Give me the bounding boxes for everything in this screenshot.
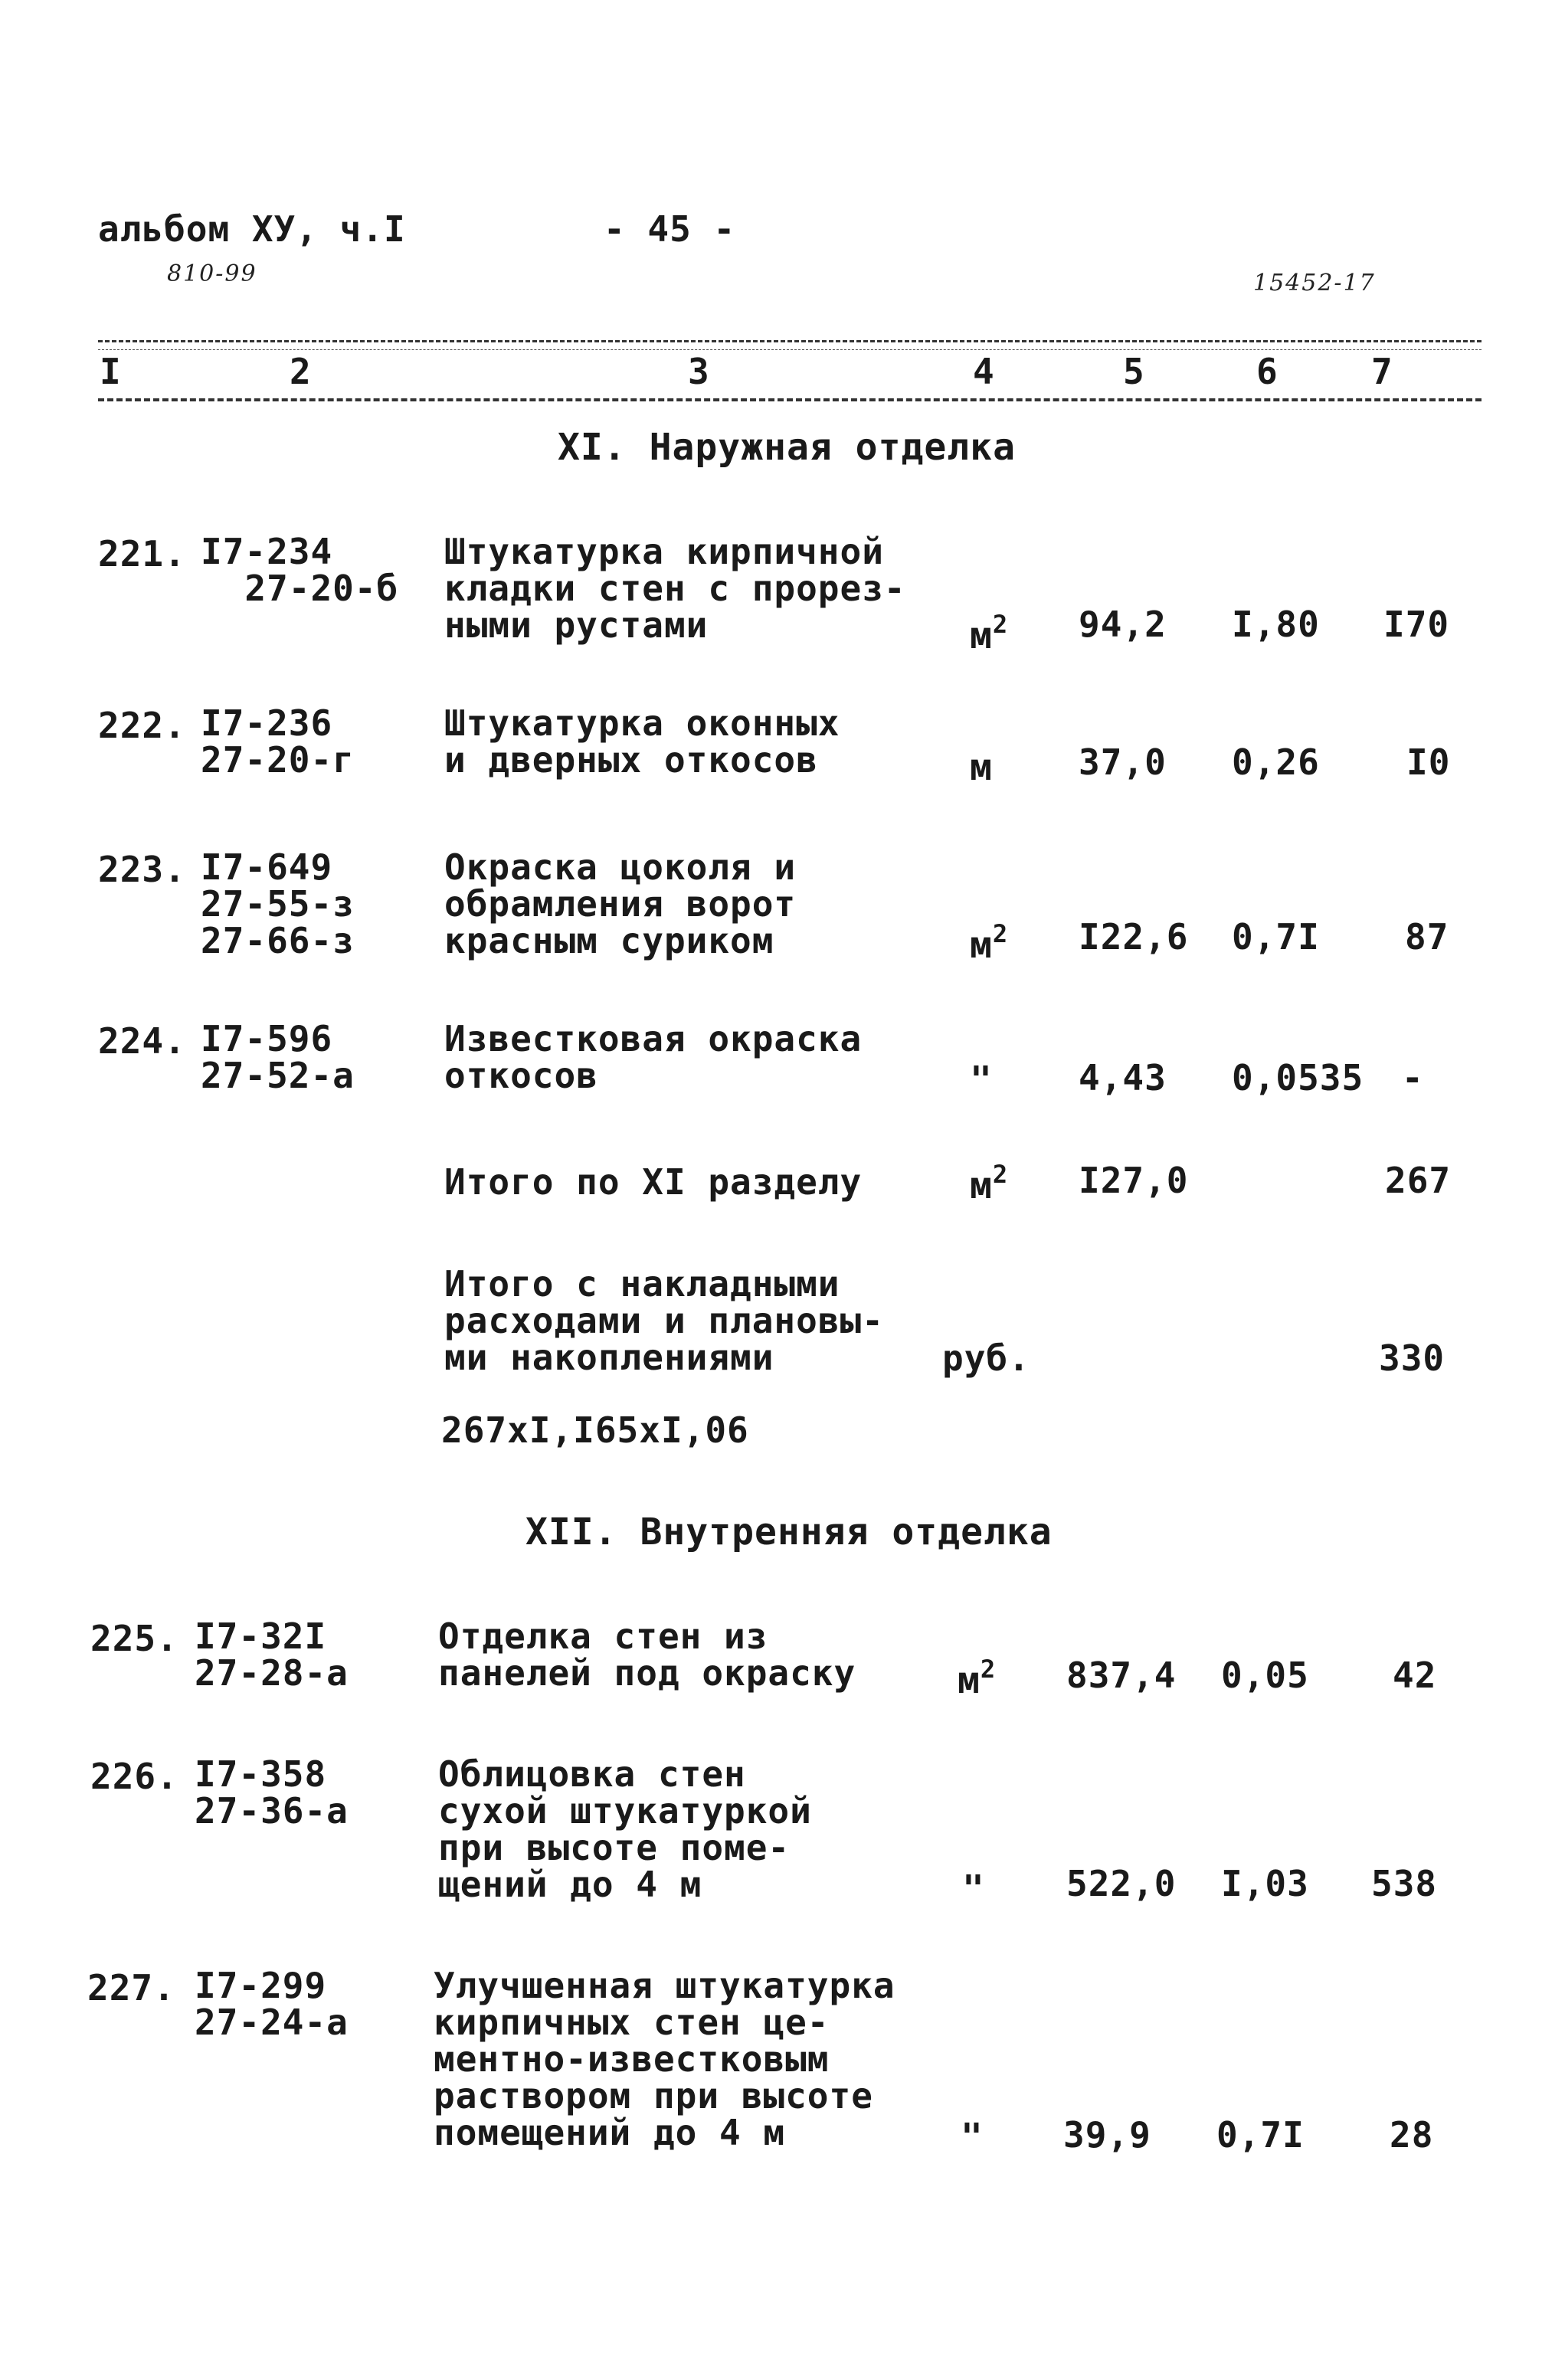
album-label: альбом ХУ, ч.I: [98, 208, 406, 250]
handwritten-code-left: 810-99: [167, 260, 257, 287]
subtotal-quantity: I27,0: [1079, 1160, 1189, 1201]
row-unit: $м^2$: [958, 1655, 997, 1702]
row-total: I0: [1406, 741, 1451, 783]
desc-line: помещений до 4 м: [434, 2112, 786, 2153]
row-total: I70: [1383, 604, 1450, 645]
row-unit: $м^2$: [970, 610, 1009, 657]
code-line: 27-55-з: [201, 883, 355, 925]
row-unit: ": [970, 1059, 993, 1102]
header-rule-top-inner: [98, 349, 1482, 350]
row-number: 223.: [98, 849, 186, 890]
column-header-5: 5: [1123, 351, 1145, 392]
row-unit: м: [970, 746, 993, 789]
desc-line: Отделка стен из: [438, 1616, 768, 1657]
row-description: [444, 531, 906, 646]
column-header-6: 6: [1256, 351, 1279, 392]
overhead-unit: руб.: [942, 1337, 1030, 1379]
code-line: I7-234: [201, 531, 333, 572]
column-header-4: 4: [973, 351, 995, 392]
row-code: [201, 846, 355, 961]
desc-line: и дверных откосов: [444, 739, 818, 781]
code-line: 27-36-а: [195, 1790, 349, 1832]
desc-line: ными рустами: [444, 604, 709, 646]
subtotal-unit: $м^2$: [970, 1160, 1009, 1207]
row-total: 42: [1393, 1655, 1437, 1696]
desc-line: откосов: [444, 1055, 598, 1096]
row-quantity: 4,43: [1079, 1057, 1167, 1098]
row-quantity: 37,0: [1079, 741, 1167, 783]
desc-line: сухой штукатуркой: [438, 1790, 812, 1832]
row-code: [195, 1616, 349, 1694]
code-line: I7-596: [201, 1018, 333, 1059]
column-header-2: 2: [290, 351, 312, 392]
section-title-xi: XI. Наружная отделка: [558, 426, 1016, 469]
page-number: - 45 -: [604, 208, 736, 250]
row-rate: 0,26: [1232, 741, 1320, 783]
column-header-3: 3: [688, 351, 710, 392]
header-rule-bottom: [98, 398, 1482, 401]
row-quantity: 837,4: [1066, 1655, 1177, 1696]
handwritten-code-right: 15452-17: [1253, 270, 1376, 296]
desc-line: ми накоплениями: [444, 1337, 774, 1378]
desc-line: Штукатурка кирпичной: [444, 531, 884, 572]
row-rate: 0,7I: [1216, 2114, 1305, 2156]
header-rule-top: [98, 340, 1482, 342]
row-code: [201, 533, 398, 607]
row-total: 538: [1371, 1863, 1438, 1904]
desc-line: расходами и плановы-: [444, 1300, 884, 1341]
row-description: [444, 1020, 862, 1094]
row-description: [434, 1967, 895, 2151]
row-total: 28: [1390, 2114, 1434, 2156]
row-number: 226.: [90, 1756, 178, 1797]
code-line: 27-20-г: [201, 739, 355, 781]
row-code: [195, 1967, 349, 2041]
row-description: [444, 702, 840, 781]
code-line: I7-32I: [195, 1616, 327, 1657]
desc-line: панелей под окраску: [438, 1652, 856, 1694]
row-code: [195, 1753, 349, 1832]
subtotal-label: Итого по XI разделу: [444, 1161, 863, 1203]
code-line: 27-28-а: [195, 1652, 349, 1694]
row-rate: 0,05: [1221, 1655, 1309, 1696]
desc-line: Окраска цоколя и: [444, 846, 797, 888]
row-number: 227.: [87, 1967, 175, 2008]
desc-line: обрамления ворот: [444, 883, 797, 925]
row-description: [444, 846, 797, 961]
code-line: 27-24-а: [195, 2002, 349, 2043]
column-header-7: 7: [1371, 351, 1393, 392]
row-description: [438, 1616, 856, 1694]
row-rate: 0,7I: [1232, 916, 1320, 958]
subtotal-total: 267: [1385, 1160, 1452, 1201]
row-total: -: [1402, 1057, 1424, 1098]
row-number: 221.: [98, 533, 186, 575]
overhead-label: [444, 1265, 884, 1376]
row-code: [201, 702, 355, 781]
row-description: [438, 1753, 812, 1905]
row-quantity: 522,0: [1066, 1863, 1177, 1904]
code-line: 27-66-з: [201, 920, 355, 961]
row-code: [201, 1020, 355, 1094]
row-number: 224.: [98, 1020, 186, 1062]
desc-line: кладки стен с прорез-: [444, 568, 906, 609]
overhead-formula: 267хI,I65хI,06: [441, 1409, 749, 1451]
code-line: 27-20-б: [244, 568, 399, 609]
row-unit: $м^2$: [970, 919, 1009, 967]
row-quantity: I22,6: [1079, 916, 1189, 958]
desc-line: щений до 4 м: [438, 1864, 702, 1905]
code-line: 27-52-а: [201, 1055, 355, 1096]
desc-line: Штукатурка оконных: [444, 702, 840, 744]
column-header-1: I: [100, 351, 122, 392]
row-number: 222.: [98, 705, 186, 746]
desc-line: ментно-известковым: [434, 2038, 830, 2080]
section-title-xii: XII. Внутренняя отделка: [525, 1511, 1053, 1553]
row-quantity: 94,2: [1079, 604, 1167, 645]
desc-line: Итого с накладными: [444, 1263, 840, 1305]
row-number: 225.: [90, 1618, 178, 1659]
row-total: 87: [1405, 916, 1449, 958]
row-rate: 0,0535: [1232, 1057, 1364, 1098]
code-line: I7-358: [195, 1753, 327, 1795]
desc-line: Облицовка стен: [438, 1753, 746, 1795]
row-rate: I,80: [1232, 604, 1320, 645]
row-rate: I,03: [1221, 1863, 1309, 1904]
code-line: I7-299: [195, 1965, 327, 2006]
row-unit: ": [962, 1868, 985, 1910]
desc-line: Улучшенная штукатурка: [434, 1965, 895, 2006]
desc-line: раствором при высоте: [434, 2075, 873, 2116]
desc-line: красным суриком: [444, 920, 774, 961]
desc-line: Известковая окраска: [444, 1018, 863, 1059]
row-quantity: 39,9: [1063, 2114, 1151, 2156]
desc-line: при высоте поме-: [438, 1827, 791, 1868]
desc-line: кирпичных стен це-: [434, 2002, 830, 2043]
row-unit: ": [961, 2116, 984, 2159]
overhead-total: 330: [1379, 1337, 1445, 1379]
code-line: I7-649: [201, 846, 333, 888]
code-line: I7-236: [201, 702, 333, 744]
